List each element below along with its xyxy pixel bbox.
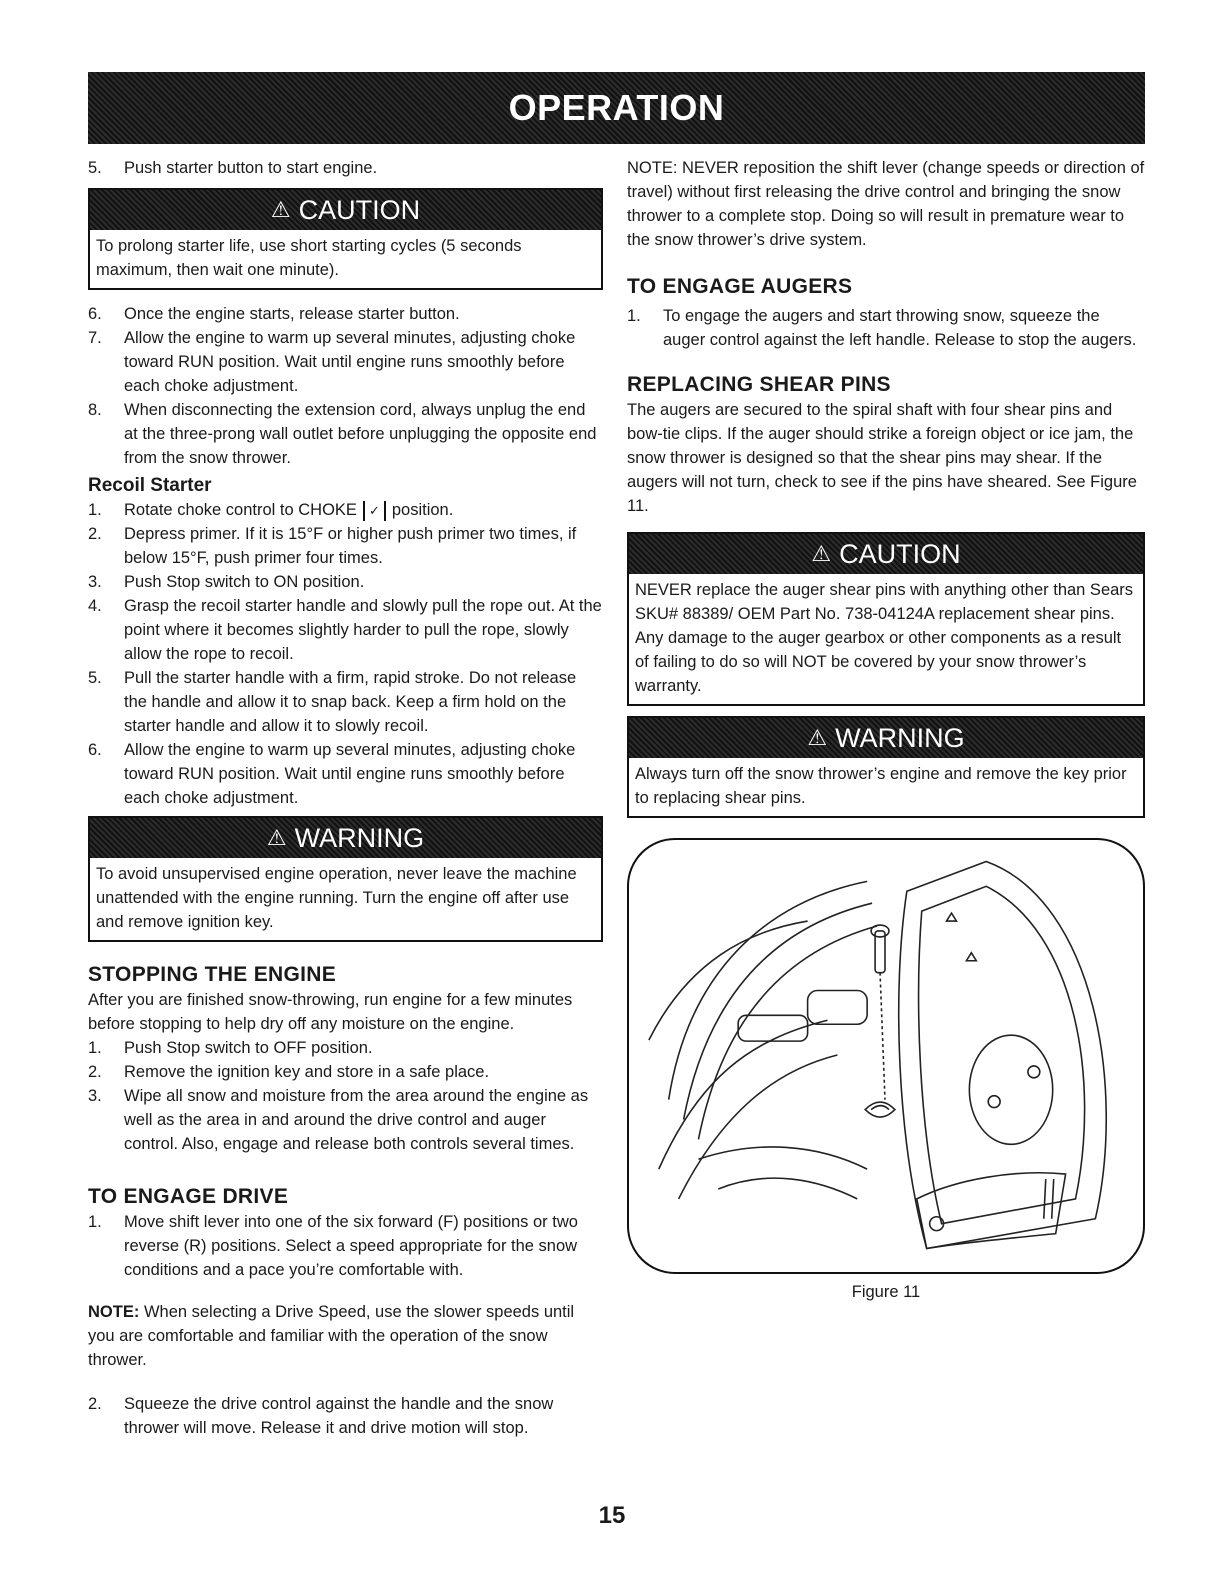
list-item: 6. Allow the engine to warm up several minutes, adjusting choke toward RUN position. Wait until engine runs smoothly before each choke adjustment.: [88, 741, 576, 807]
list-item: 3. Push Stop switch to ON position.: [88, 573, 365, 591]
engage-drive-heading: TO ENGAGE DRIVE: [88, 1185, 289, 1208]
list-item: 4. Grasp the recoil starter handle and slowly pull the rope out. At the point where it becomes slightly harder to pull the rope, slowly allow the rope to recoil.: [88, 597, 602, 663]
warning-box: [627, 716, 1145, 818]
warning-triangle-icon: ⚠: [270, 197, 291, 222]
list-item: 2. Remove the ignition key and store in a safe place.: [88, 1063, 490, 1081]
list-item: 2. Squeeze the drive control against the handle and the snow thrower will move. Release it and drive motion will stop.: [88, 1395, 554, 1437]
list-item: 1. Push Stop switch to OFF position.: [88, 1039, 373, 1057]
warning-triangle-icon: ⚠: [811, 541, 832, 566]
list-item: 8. When disconnecting the extension cord, always unplug the end at the three-prong wall outlet before unplugging the opposite end from the snow thrower.: [88, 401, 597, 467]
list-item: 3. Wipe all snow and moisture from the area around the engine as well as the area in and around the drive control and auger control. Also, engage and release both controls several times.: [88, 1087, 589, 1153]
auger-shear-pin-illustration: [629, 840, 1143, 1272]
list-item: 1. Move shift lever into one of the six forward (F) positions or two reverse (R) positions. Select a speed appropriate for the snow conditions and a pace you’re comfortable with.: [88, 1213, 578, 1279]
warning-triangle-icon: ⚠: [266, 825, 287, 850]
drive-note: NOTE: When selecting a Drive Speed, use the slower speeds until you are comfortable and familiar with the operation of the snow thrower.: [88, 1303, 575, 1369]
page-number: 15: [598, 1502, 626, 1529]
recoil-starter-heading: Recoil Starter: [88, 475, 212, 496]
shear-pins-text: The augers are secured to the spiral shaft with four shear pins and bow-tie clips. If the auger should strike a foreign object or ice jam, the snow thrower is designed so that the shear pins may shear. If the augers will not turn, check to see if the pins have sheared. See Figure 11.: [627, 401, 1137, 515]
section-title: OPERATION: [508, 87, 725, 128]
caution-text: To prolong starter life, use short starting cycles (5 seconds maximum, then wait one minute).: [96, 237, 522, 279]
warning-box: [88, 816, 603, 942]
list-item: 5. Push starter button to start engine.: [88, 159, 378, 177]
list-item: 2. Depress primer. If it is 15°F or higher push primer two times, if below 15°F, push primer four times.: [88, 525, 577, 567]
list-item: 7. Allow the engine to warm up several minutes, adjusting choke toward RUN position. Wait until engine runs smoothly before each choke adjustment.: [88, 329, 576, 395]
caution-header: ⚠ CAUTION: [90, 190, 601, 230]
shear-pins-heading: REPLACING SHEAR PINS: [627, 373, 891, 396]
warning-triangle-icon: ⚠: [807, 725, 828, 750]
warning-header: ⚠ WARNING: [629, 718, 1143, 758]
stopping-engine-heading: STOPPING THE ENGINE: [88, 963, 337, 986]
figure-11: [627, 838, 1145, 1274]
stopping-intro: After you are finished snow-throwing, run engine for a few minutes before stopping to help dry off any moisture on the engine.: [88, 991, 573, 1033]
shift-lever-note: NOTE: NEVER reposition the shift lever (change speeds or direction of travel) without first releasing the drive control and bringing the snow thrower to a complete stop. Doing so will result in premature wear to the snow thrower’s drive system.: [627, 159, 1145, 249]
caution-box: [88, 188, 603, 290]
caution-header: ⚠ CAUTION: [629, 534, 1143, 574]
figure-caption: Figure 11: [851, 1283, 921, 1301]
warning-text: Always turn off the snow thrower’s engine and remove the key prior to replacing shear pins.: [635, 765, 1127, 807]
list-item: 1. To engage the augers and start throwing snow, squeeze the auger control against the left handle. Release to stop the augers.: [627, 307, 1137, 349]
warning-header: ⚠ WARNING: [90, 818, 601, 858]
choke-icon: ✓: [363, 501, 386, 521]
warning-text: To avoid unsupervised engine operation, never leave the machine unattended with the engine running. Turn the engine off after use and remove ignition key.: [96, 865, 577, 931]
engage-augers-heading: TO ENGAGE AUGERS: [627, 275, 853, 298]
right-column: [627, 156, 1145, 1304]
caution-text: NEVER replace the auger shear pins with anything other than Sears SKU# 88389/ OEM Part No. 738-04124A replacement shear pins. Any damage to the auger gearbox or other components as a result of failing to do so will NOT be covered by your snow thrower’s warranty.: [635, 581, 1134, 695]
list-item: 1. Rotate choke control to CHOKE ✓ position.: [88, 501, 454, 519]
section-banner: [88, 72, 1145, 144]
left-column: [88, 156, 603, 1440]
list-item: 6. Once the engine starts, release starter button.: [88, 305, 460, 323]
list-item: 5. Pull the starter handle with a firm, rapid stroke. Do not release the handle and allow it to snap back. Keep a firm hold on the starter handle and allow it to slowly recoil.: [88, 669, 577, 735]
caution-box: [627, 532, 1145, 706]
